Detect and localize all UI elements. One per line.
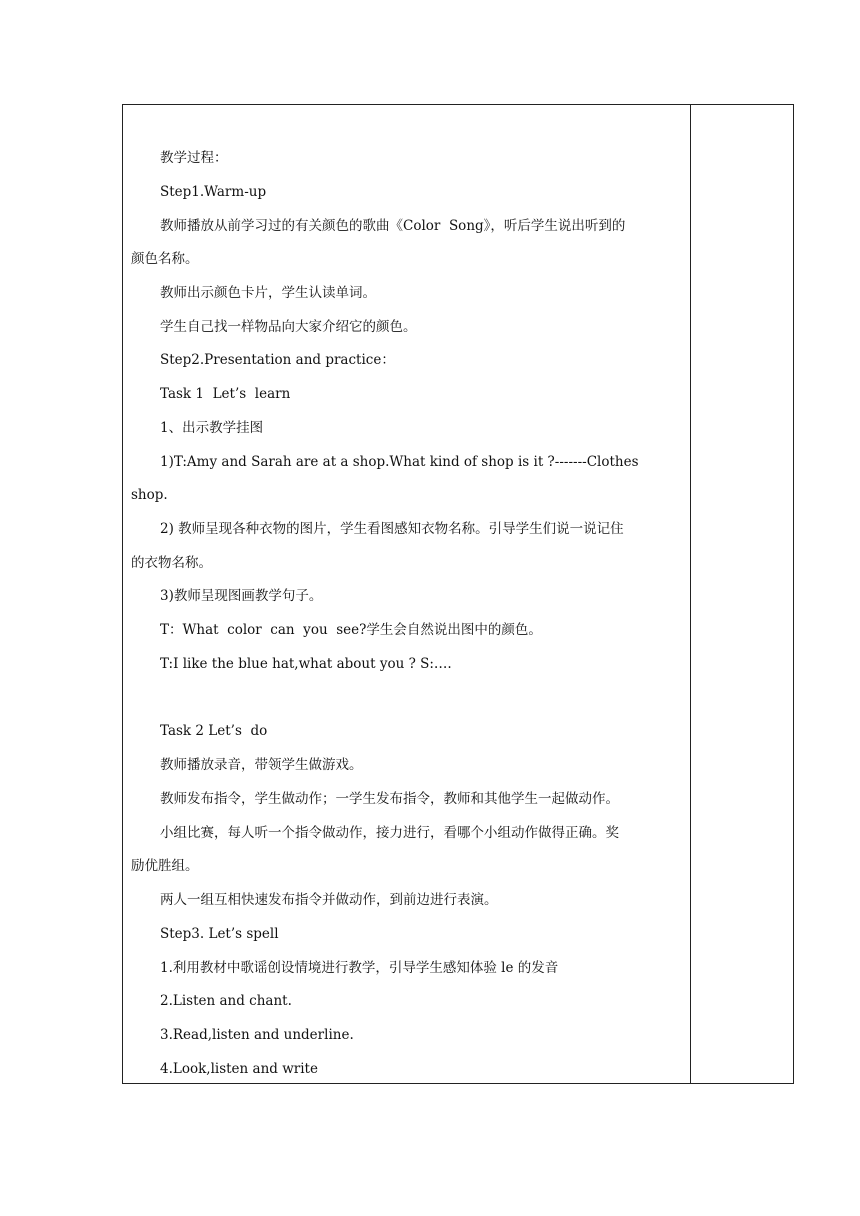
paragraph-line: 2.Listen and chant. [160, 993, 292, 1009]
notes-cell [691, 105, 793, 1083]
paragraph-line: 4.Look,listen and write [160, 1061, 318, 1077]
paragraph-line: 两人一组互相快速发布指令并做动作，到前边进行表演。 [160, 892, 498, 908]
paragraph-line: 1、出示教学挂图 [160, 420, 264, 436]
paragraph-line: 励优胜组。 [131, 858, 199, 874]
step3-heading: Step3. Let’s spell [160, 926, 279, 942]
section-heading: 教学过程： [160, 150, 228, 166]
step2-heading: Step2.Presentation and practice： [160, 352, 395, 368]
lesson-table [122, 104, 794, 1084]
paragraph-line: 的衣物名称。 [131, 555, 212, 571]
paragraph-line: 3.Read,listen and underline. [160, 1027, 354, 1043]
paragraph-line: 2) 教师呈现各种衣物的图片，学生看图感知衣物名称。引导学生们说一说记住 [160, 521, 624, 537]
paragraph-line: 颜色名称。 [131, 251, 199, 267]
paragraph-line: 1)T:Amy and Sarah are at a shop.What kind of shop is it ?-------Clothes [160, 454, 639, 470]
paragraph-line: 教师发布指令，学生做动作；一学生发布指令，教师和其他学生一起做动作。 [160, 791, 619, 807]
paragraph-line: 教师播放从前学习过的有关颜色的歌曲《Color Song》，听后学生说出听到的 [160, 218, 626, 234]
paragraph-line: 教师出示颜色卡片，学生认读单词。 [160, 285, 376, 301]
step1-heading: Step1.Warm-up [160, 184, 267, 200]
paragraph-line: 小组比赛，每人听一个指令做动作，接力进行，看哪个小组动作做得正确。奖 [160, 825, 619, 841]
paragraph-line: 1.利用教材中歌谣创设情境进行教学，引导学生感知体验 le 的发音 [160, 960, 559, 976]
paragraph-line: 3)教师呈现图画教学句子。 [160, 588, 323, 604]
paragraph-line: shop. [131, 487, 168, 503]
paragraph-line: 学生自己找一样物品向大家介绍它的颜色。 [160, 319, 417, 335]
task1-heading: Task 1 Let’s learn [160, 386, 291, 402]
paragraph-line: T：What color can you see?学生会自然说出图中的颜色。 [160, 622, 542, 638]
paragraph-line: 教师播放录音，带领学生做游戏。 [160, 757, 363, 773]
paragraph-line: T:I like the blue hat,what about you ? S:…. [160, 656, 452, 672]
teaching-process-cell [123, 105, 690, 1083]
task2-heading: Task 2 Let’s do [160, 723, 268, 739]
